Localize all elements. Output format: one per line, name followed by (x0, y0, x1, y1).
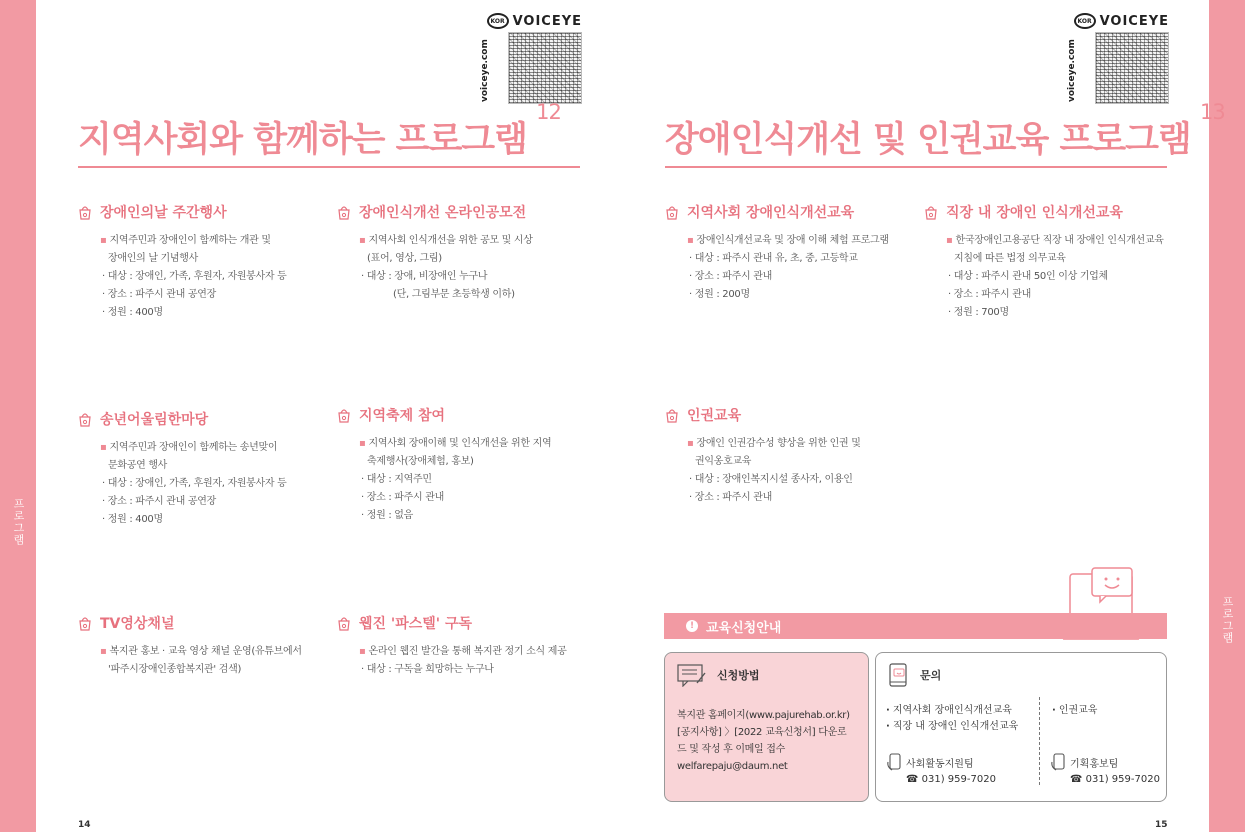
voiceye-brand: VOICEYE (1099, 13, 1169, 29)
left-page-title: 지역사회와 함께하는 프로그램 12 (78, 100, 561, 160)
gift-tag-icon (665, 205, 679, 220)
voiceye-qr-icon (1095, 32, 1169, 104)
section-lines (78, 439, 333, 529)
section-title: 웹진 '파스텔' 구독 (359, 616, 472, 632)
section-line: · 대상 : 파주시 관내 50인 이상 기업체 (948, 271, 1108, 282)
section-title: TV영상채널 (100, 616, 175, 632)
right-side-band (1209, 0, 1245, 832)
program-section (924, 202, 1174, 322)
section-line: · 정원 : 400명 (102, 514, 163, 525)
section-line: · 대상 : 파주시 관내 유, 초, 중, 고등학교 (689, 253, 858, 264)
section-line: (표어, 영상, 그림) (367, 253, 442, 264)
inquiry-program-item: · 직장 내 장애인 인식개선교육 (886, 717, 1018, 732)
section-heading (337, 405, 592, 425)
apply-method-box (664, 652, 869, 802)
inquiry-program-item: · 인권교육 (1052, 701, 1097, 716)
section-line: ▪ 지역사회 장애이해 및 인식개선을 위한 지역 (359, 435, 592, 453)
section-lines (665, 232, 920, 304)
section-title: 직장 내 장애인 인식개선교육 (946, 205, 1123, 221)
right-title-divider (665, 166, 1167, 168)
section-heading (78, 409, 333, 429)
section-line: · 장소 : 파주시 관내 (361, 492, 444, 503)
inquiry-team-left (886, 753, 996, 785)
kor-badge-icon: KOR (1074, 13, 1096, 29)
section-line: · 대상 : 장애인복지시설 종사자, 이용인 (689, 474, 853, 485)
section-heading (78, 202, 333, 222)
section-line: ▪ 온라인 웹진 발간을 통해 복지관 정기 소식 제공 (359, 643, 592, 661)
section-line: 장애인의 날 기념행사 (108, 253, 198, 264)
voiceye-url: voiceye.com (1067, 39, 1077, 103)
program-section (665, 405, 920, 507)
program-section (337, 405, 592, 525)
section-lines (337, 232, 592, 304)
section-line: ▪ 한국장애인고용공단 직장 내 장애인 인식개선교육 (946, 232, 1174, 250)
team-name: 사회활동지원팀 (906, 758, 974, 770)
mobile-phone-icon (1050, 753, 1066, 771)
section-line: · 대상 : 구독을 희망하는 누구나 (361, 664, 494, 675)
section-line: 축제행사(장애체험, 홍보) (367, 456, 474, 467)
section-heading (337, 202, 592, 222)
section-line: (단, 그림부문 초등학생 이하) (393, 289, 515, 300)
section-line: · 대상 : 지역주민 (361, 474, 432, 485)
section-line: · 정원 : 700명 (948, 307, 1009, 318)
section-line: ▪ 장애인식개선교육 및 장애 이해 체험 프로그램 (687, 232, 920, 250)
section-title: 지역축제 참여 (359, 408, 446, 424)
team-phone-number: ☎ 031) 959-7020 (1070, 774, 1160, 785)
section-title: 송년어울림한마당 (100, 412, 209, 428)
section-title: 지역사회 장애인식개선교육 (687, 205, 855, 221)
voiceye-qr-icon (508, 32, 582, 104)
section-heading (924, 202, 1174, 222)
team-name: 기획홍보팀 (1070, 758, 1119, 770)
section-lines (337, 435, 592, 525)
notice-bar (664, 613, 1167, 639)
section-lines (665, 435, 920, 507)
inquiry-team-right (1050, 753, 1160, 785)
program-section (78, 202, 333, 322)
apply-email-link[interactable]: welfarepaju@daum.net (677, 761, 788, 772)
phone-chat-icon (888, 663, 910, 687)
right-side-tab: 프로그램 (1221, 596, 1234, 644)
voiceye-code-left (482, 12, 582, 104)
program-section (337, 613, 592, 679)
inquiry-program-item: · 지역사회 장애인식개선교육 (886, 701, 1012, 716)
apply-method-body: 복지관 홈페이지(www.pajurehab.or.kr) [공지사항] 〉[2022 교육신청서] 다운로 드 및 작성 후 이메일 접수 welfarepaju@daum.net (665, 687, 868, 775)
program-section (337, 202, 592, 304)
section-lines (78, 643, 333, 679)
document-edit-icon (677, 663, 707, 687)
section-line: ▪ 지역주민과 장애인이 함께하는 송년맞이 (100, 439, 333, 457)
section-heading (665, 405, 920, 425)
right-page-title-number: 13 (1199, 100, 1225, 124)
alert-icon: ! (686, 620, 698, 632)
right-page-number: 15 (1155, 820, 1168, 830)
voiceye-brand: VOICEYE (512, 13, 582, 29)
mobile-phone-icon (886, 753, 902, 771)
inquiry-divider (1039, 697, 1040, 785)
voiceye-url: voiceye.com (480, 39, 490, 103)
section-line: ▪ 지역사회 인식개선을 위한 공모 및 시상 (359, 232, 592, 250)
gift-tag-icon (665, 408, 679, 423)
gift-tag-icon (78, 412, 92, 427)
section-line: · 장소 : 파주시 관내 (948, 289, 1031, 300)
section-line: · 정원 : 없음 (361, 510, 414, 521)
inquiry-title: 문의 (920, 669, 942, 682)
section-line: · 장소 : 파주시 관내 (689, 271, 772, 282)
gift-tag-icon (337, 205, 351, 220)
section-line: · 장소 : 파주시 관내 공연장 (102, 496, 216, 507)
section-line: '파주시장애인종합복지관' 검색) (108, 664, 242, 675)
section-heading (665, 202, 920, 222)
gift-tag-icon (337, 408, 351, 423)
gift-tag-icon (78, 616, 92, 631)
section-title: 장애인식개선 온라인공모전 (359, 205, 527, 221)
left-side-tab: 프로그램 (12, 498, 25, 546)
section-line: 문화공연 행사 (108, 460, 168, 471)
program-section (78, 409, 333, 529)
program-section (665, 202, 920, 304)
section-line: ▪ 장애인 인권감수성 향상을 위한 인권 및 (687, 435, 920, 453)
section-lines (337, 643, 592, 679)
gift-tag-icon (337, 616, 351, 631)
notice-title: 교육신청안내 (706, 620, 782, 636)
section-lines (924, 232, 1174, 322)
left-page-title-number: 12 (536, 100, 561, 124)
gift-tag-icon (924, 205, 938, 220)
section-heading (337, 613, 592, 633)
section-line: · 대상 : 장애인, 가족, 후원자, 자원봉사자 등 (102, 271, 287, 282)
gift-tag-icon (78, 205, 92, 220)
right-page-title: 장애인식개선 및 인권교육 프로그램 13 (665, 100, 1225, 160)
section-line: ▪ 지역주민과 장애인이 함께하는 개관 및 (100, 232, 333, 250)
left-title-divider (78, 166, 580, 168)
section-line: 지침에 따른 법정 의무교육 (954, 253, 1066, 264)
apply-method-title: 신청방법 (717, 669, 760, 682)
section-line: ▪ 복지관 홍보 · 교육 영상 채널 운영(유튜브에서 (100, 643, 333, 661)
section-title: 장애인의날 주간행사 (100, 205, 227, 221)
section-line: · 장소 : 파주시 관내 공연장 (102, 289, 216, 300)
team-phone-number: ☎ 031) 959-7020 (906, 774, 996, 785)
left-page-number: 14 (78, 820, 91, 830)
section-line: · 정원 : 400명 (102, 307, 163, 318)
section-line: · 대상 : 장애, 비장애인 누구나 (361, 271, 488, 282)
section-line: · 대상 : 장애인, 가족, 후원자, 자원봉사자 등 (102, 478, 287, 489)
section-lines (78, 232, 333, 322)
voiceye-code-right (1069, 12, 1169, 104)
section-line: 권익옹호교육 (695, 456, 752, 467)
section-line: · 장소 : 파주시 관내 (689, 492, 772, 503)
section-title: 인권교육 (687, 408, 742, 424)
inquiry-box (875, 652, 1167, 802)
program-section (78, 613, 333, 679)
section-heading (78, 613, 333, 633)
left-side-band (0, 0, 36, 832)
kor-badge-icon: KOR (487, 13, 509, 29)
section-line: · 정원 : 200명 (689, 289, 750, 300)
